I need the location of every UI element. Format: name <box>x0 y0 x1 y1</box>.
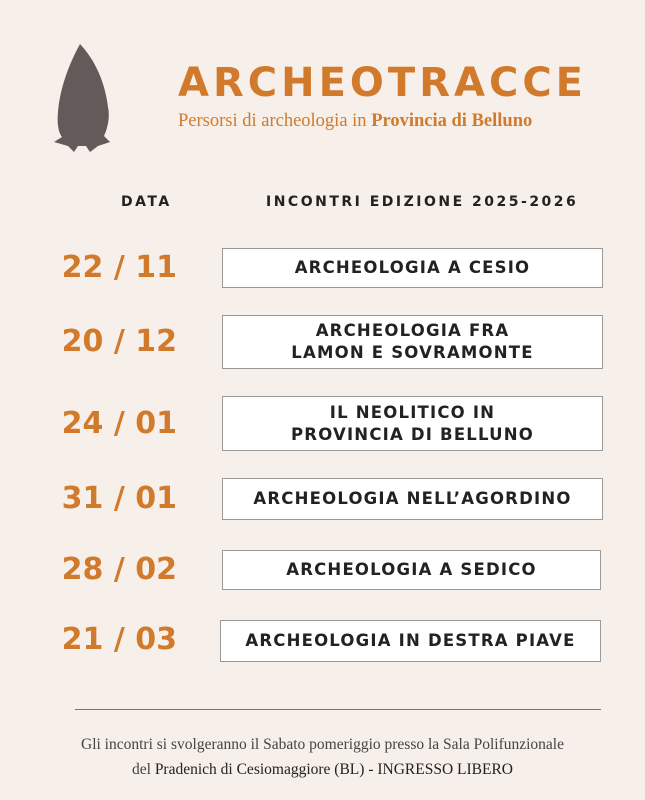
app-title: ARCHEOTRACCE <box>178 60 587 106</box>
event-date: 22 / 11 <box>61 250 177 285</box>
event-date: 20 / 12 <box>61 324 177 359</box>
event-date: 28 / 02 <box>61 552 177 587</box>
column-header-events: INCONTRI EDIZIONE 2025-2026 <box>266 194 579 210</box>
subtitle-bold: Provincia di Belluno <box>371 111 533 131</box>
divider <box>75 709 601 710</box>
event-title: IL NEOLITICO IN PROVINCIA DI BELLUNO <box>222 396 603 451</box>
column-header-date: DATA <box>121 194 172 210</box>
subtitle <box>178 111 532 132</box>
event-date: 31 / 01 <box>61 481 177 516</box>
event-date: 21 / 03 <box>61 622 177 657</box>
footer-venue: Pradenich di Cesiomaggiore (BL) - INGRESSO LIBERO <box>154 761 513 778</box>
subtitle-plain: Persorsi di archeologia in <box>178 111 367 131</box>
event-title: ARCHEOLOGIA A CESIO <box>222 248 603 288</box>
event-title: ARCHEOLOGIA IN DESTRA PIAVE <box>220 620 601 662</box>
arrowhead-logo-icon <box>50 42 114 154</box>
event-date: 24 / 01 <box>61 406 177 441</box>
event-title: ARCHEOLOGIA FRA LAMON E SOVRAMONTE <box>222 315 603 369</box>
footer-line-2-prefix: del <box>132 761 151 778</box>
footer-line-2 <box>0 761 645 779</box>
event-title: ARCHEOLOGIA A SEDICO <box>222 550 601 590</box>
event-title: ARCHEOLOGIA NELL’AGORDINO <box>222 478 603 520</box>
footer-line-1: Gli incontri si svolgeranno il Sabato pomeriggio presso la Sala Polifunzionale <box>81 736 564 753</box>
